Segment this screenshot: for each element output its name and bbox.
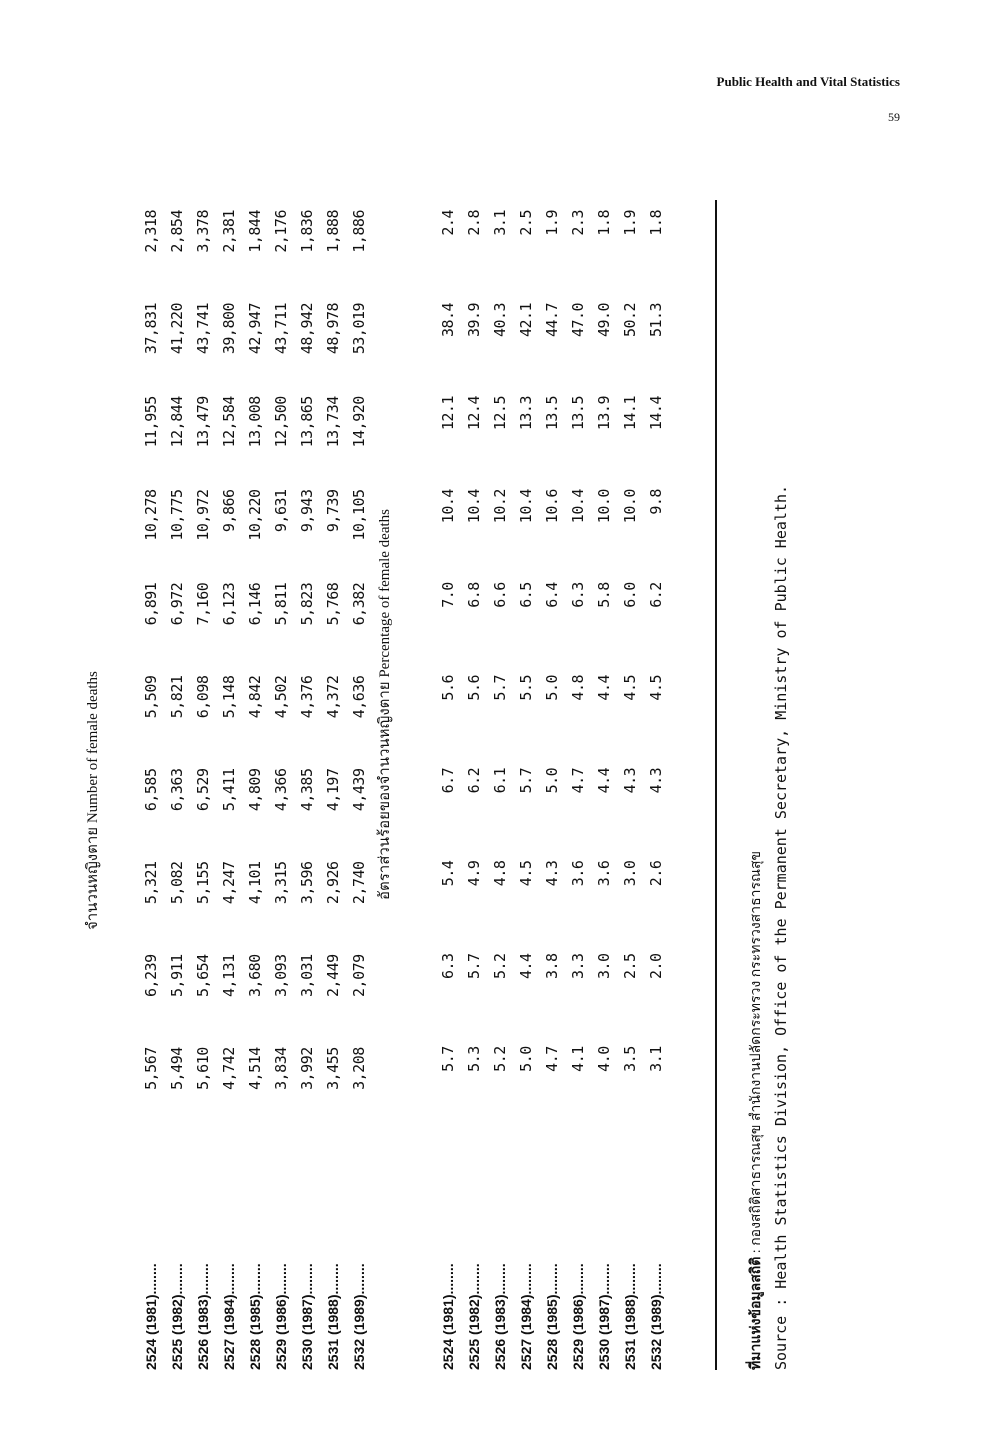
value-cell: 5.7 [465, 953, 483, 979]
value-cell: 1.9 [621, 210, 639, 236]
value-cell: 10.4 [439, 489, 457, 524]
value-cell: 4,636 [350, 675, 368, 719]
value-cell: 4.5 [517, 860, 535, 887]
value-cell: 39.9 [465, 302, 483, 338]
rotated-table-block [80, 210, 790, 1370]
value-cell: 6,585 [142, 768, 160, 812]
value-cell: 10,278 [142, 489, 160, 541]
value-cell: 4.9 [465, 860, 483, 887]
value-cell: 14,920 [350, 396, 368, 448]
value-cell: 3.1 [491, 210, 509, 236]
value-cell: 4.0 [595, 1046, 613, 1072]
value-cell: 4,101 [246, 861, 264, 905]
year-cell: 2525 (1982)........ [169, 1263, 185, 1370]
value-cell: 11,955 [142, 396, 160, 448]
value-cell: 4,742 [220, 1047, 238, 1090]
value-cell: 10,972 [194, 489, 212, 541]
value-cell: 13.9 [595, 396, 613, 431]
table-row [242, 210, 268, 1370]
value-cell: 4,514 [246, 1047, 264, 1090]
year-cell: 2532 (1989)........ [351, 1263, 367, 1370]
value-cell: 5,911 [168, 954, 186, 997]
value-cell: 39,800 [220, 302, 238, 355]
value-cell: 37,831 [142, 302, 160, 355]
value-cell: 3,834 [272, 1047, 290, 1090]
value-cell: 4.5 [647, 674, 665, 701]
value-cell: 6,098 [194, 675, 212, 719]
value-cell: 13.5 [569, 396, 587, 431]
value-cell: 3.6 [569, 860, 587, 887]
value-cell: 13.3 [517, 396, 535, 431]
value-cell: 7,160 [194, 582, 212, 626]
value-cell: 12,844 [168, 396, 186, 448]
value-cell: 6.7 [439, 767, 457, 794]
value-cell: 14.4 [647, 396, 665, 431]
value-cell: 5,823 [298, 582, 316, 626]
value-cell: 48,978 [324, 302, 342, 355]
value-cell: 3.6 [595, 860, 613, 887]
year-cell: 2528 (1985)........ [544, 1263, 560, 1370]
value-cell: 2,079 [350, 954, 368, 997]
value-cell: 5.8 [595, 582, 613, 608]
value-cell: 5,321 [142, 861, 160, 905]
year-cell: 2526 (1983)........ [492, 1263, 508, 1370]
value-cell: 6.5 [517, 582, 535, 608]
value-cell: 5.5 [517, 674, 535, 701]
value-cell: 4.8 [491, 860, 509, 887]
value-cell: 4,439 [350, 768, 368, 812]
table-row [320, 210, 346, 1370]
value-cell: 2,854 [168, 210, 186, 253]
value-cell: 7.0 [439, 582, 457, 608]
value-cell: 2.8 [465, 210, 483, 236]
value-cell: 3,992 [298, 1047, 316, 1090]
source-english: Source : Health Statistics Division, Office of the Permanent Secretary, Ministry of Public Health. [772, 484, 790, 1370]
value-cell: 49.0 [595, 302, 613, 338]
bottom-rule [715, 200, 717, 1370]
value-cell: 13,734 [324, 396, 342, 448]
value-cell: 5,768 [324, 582, 342, 626]
value-cell: 2,449 [324, 954, 342, 997]
year-cell: 2528 (1985)........ [247, 1263, 263, 1370]
value-cell: 10,775 [168, 489, 186, 541]
year-cell: 2529 (1986)........ [273, 1263, 289, 1370]
value-cell: 1,886 [350, 210, 368, 253]
value-cell: 10.4 [569, 489, 587, 524]
value-cell: 13,008 [246, 396, 264, 448]
value-cell: 10.4 [465, 489, 483, 524]
value-cell: 5,082 [168, 861, 186, 905]
value-cell: 5,155 [194, 861, 212, 905]
value-cell: 4.5 [621, 674, 639, 701]
value-cell: 5,567 [142, 1047, 160, 1090]
value-cell: 10.0 [621, 489, 639, 524]
year-cell: 2527 (1984)........ [221, 1263, 237, 1370]
value-cell: 4.3 [621, 767, 639, 794]
value-cell: 6.3 [439, 953, 457, 979]
value-cell: 2.6 [647, 860, 665, 887]
value-cell: 10.6 [543, 489, 561, 524]
value-cell: 5.0 [543, 674, 561, 701]
value-cell: 5,494 [168, 1047, 186, 1090]
value-cell: 1.8 [595, 210, 613, 236]
source-thai-label: ที่มาแห่งข้อมูลสถิติ [747, 1256, 763, 1370]
value-cell: 12,584 [220, 396, 238, 448]
value-cell: 5.2 [491, 1046, 509, 1072]
page-number: 59 [888, 110, 900, 124]
value-cell: 2,381 [220, 210, 238, 253]
value-cell: 6.8 [465, 582, 483, 608]
table-row [190, 210, 216, 1370]
value-cell: 3,208 [350, 1047, 368, 1090]
value-cell: 3,680 [246, 954, 264, 997]
value-cell: 6,239 [142, 954, 160, 997]
value-cell: 3.5 [621, 1046, 639, 1072]
value-cell: 2.5 [517, 210, 535, 236]
value-cell: 6,146 [246, 582, 264, 626]
value-cell: 4.7 [543, 1046, 561, 1072]
value-cell: 4.7 [569, 767, 587, 794]
table-row [461, 210, 487, 1370]
value-cell: 3.8 [543, 953, 561, 979]
value-cell: 10,105 [350, 489, 368, 541]
value-cell: 4.1 [569, 1046, 587, 1072]
value-cell: 4,247 [220, 861, 238, 905]
value-cell: 12.5 [491, 396, 509, 431]
value-cell: 9,739 [324, 489, 342, 533]
value-cell: 1.9 [543, 210, 561, 236]
table-row [346, 210, 372, 1370]
value-cell: 5.2 [491, 953, 509, 979]
value-cell: 5,654 [194, 954, 212, 997]
value-cell: 4,197 [324, 768, 342, 812]
value-cell: 4,385 [298, 768, 316, 812]
table-row [164, 210, 190, 1370]
value-cell: 5,509 [142, 675, 160, 719]
value-cell: 1,836 [298, 210, 316, 253]
value-cell: 4,376 [298, 675, 316, 719]
value-cell: 5,811 [272, 582, 290, 626]
year-cell: 2525 (1982)........ [466, 1263, 482, 1370]
value-cell: 3.0 [621, 860, 639, 887]
value-cell: 3,315 [272, 861, 290, 905]
value-cell: 4.3 [543, 860, 561, 887]
table-row [513, 210, 539, 1370]
value-cell: 12.1 [439, 396, 457, 431]
value-cell: 5,821 [168, 675, 186, 719]
value-cell: 6,123 [220, 582, 238, 626]
value-cell: 6,529 [194, 768, 212, 812]
value-cell: 38.4 [439, 302, 457, 338]
value-cell: 42,947 [246, 302, 264, 355]
section-title-counts: จำนวนหญิงตาย Number of female deaths [85, 671, 101, 930]
value-cell: 6,382 [350, 582, 368, 626]
value-cell: 9,631 [272, 489, 290, 533]
value-cell: 2,318 [142, 210, 160, 253]
table-row [487, 210, 513, 1370]
table-row [591, 210, 617, 1370]
year-cell: 2527 (1984)........ [518, 1263, 534, 1370]
value-cell: 10.0 [595, 489, 613, 524]
year-cell: 2532 (1989)........ [648, 1263, 664, 1370]
year-cell: 2524 (1981)........ [143, 1263, 159, 1370]
value-cell: 4.4 [595, 767, 613, 794]
value-cell: 13,479 [194, 396, 212, 448]
value-cell: 50.2 [621, 302, 639, 338]
year-cell: 2530 (1987)........ [596, 1263, 612, 1370]
value-cell: 6.2 [465, 767, 483, 794]
value-cell: 5.7 [491, 674, 509, 701]
value-cell: 6.3 [569, 582, 587, 608]
value-cell: 2.5 [621, 953, 639, 979]
value-cell: 2,176 [272, 210, 290, 253]
value-cell: 41,220 [168, 302, 186, 355]
value-cell: 5.6 [465, 674, 483, 701]
table-row [435, 210, 461, 1370]
section-title-percentages: อัตราส่วนร้อยของจำนวนหญิงตาย Percentage of female deaths [377, 508, 393, 900]
value-cell: 3.1 [647, 1046, 665, 1072]
value-cell: 5,411 [220, 768, 238, 812]
value-cell: 4,372 [324, 675, 342, 719]
year-cell: 2526 (1983)........ [195, 1263, 211, 1370]
table-row [565, 210, 591, 1370]
value-cell: 48,942 [298, 302, 316, 355]
source-thai [745, 851, 767, 1370]
year-cell: 2531 (1988)........ [622, 1263, 638, 1370]
value-cell: 3.0 [595, 953, 613, 979]
value-cell: 14.1 [621, 396, 639, 431]
value-cell: 3,031 [298, 954, 316, 997]
value-cell: 43,741 [194, 302, 212, 355]
value-cell: 2,926 [324, 861, 342, 905]
value-cell: 5.3 [465, 1046, 483, 1072]
table-row [216, 210, 242, 1370]
value-cell: 12,500 [272, 396, 290, 448]
value-cell: 53,019 [350, 302, 368, 355]
value-cell: 4.8 [569, 674, 587, 701]
value-cell: 1.8 [647, 210, 665, 236]
table-row [617, 210, 643, 1370]
value-cell: 4,502 [272, 675, 290, 719]
value-cell: 5.7 [517, 767, 535, 794]
value-cell: 4,366 [272, 768, 290, 812]
table-row [268, 210, 294, 1370]
table-row [294, 210, 320, 1370]
value-cell: 10,220 [246, 489, 264, 541]
table-row [539, 210, 565, 1370]
value-cell: 4,842 [246, 675, 264, 719]
value-cell: 3.3 [569, 953, 587, 979]
value-cell: 10.2 [491, 489, 509, 524]
value-cell: 40.3 [491, 302, 509, 338]
year-cell: 2524 (1981)........ [440, 1263, 456, 1370]
value-cell: 13,865 [298, 396, 316, 448]
value-cell: 6.0 [621, 582, 639, 608]
value-cell: 2,740 [350, 861, 368, 905]
value-cell: 44.7 [543, 302, 561, 338]
value-cell: 6,891 [142, 582, 160, 626]
year-cell: 2531 (1988)........ [325, 1263, 341, 1370]
table-row [643, 210, 669, 1370]
value-cell: 5.0 [517, 1046, 535, 1072]
value-cell: 10.4 [517, 489, 535, 524]
value-cell: 5.6 [439, 674, 457, 701]
value-cell: 5.4 [439, 860, 457, 887]
value-cell: 5.0 [543, 767, 561, 794]
running-header: Public Health and Vital Statistics [716, 74, 900, 89]
value-cell: 43,711 [272, 302, 290, 355]
value-cell: 6.2 [647, 582, 665, 608]
value-cell: 3,455 [324, 1047, 342, 1090]
counts-table [138, 210, 372, 1370]
value-cell: 13.5 [543, 396, 561, 431]
value-cell: 12.4 [465, 396, 483, 431]
table-row [138, 210, 164, 1370]
value-cell: 4.3 [647, 767, 665, 794]
value-cell: 47.0 [569, 302, 587, 338]
value-cell: 4.4 [517, 953, 535, 979]
value-cell: 6.1 [491, 767, 509, 794]
value-cell: 6,972 [168, 582, 186, 626]
value-cell: 6.6 [491, 582, 509, 608]
value-cell: 3,596 [298, 861, 316, 905]
value-cell: 5,610 [194, 1047, 212, 1090]
value-cell: 9,866 [220, 489, 238, 533]
year-cell: 2529 (1986)........ [570, 1263, 586, 1370]
value-cell: 2.3 [569, 210, 587, 236]
value-cell: 2.0 [647, 953, 665, 979]
value-cell: 6.4 [543, 582, 561, 608]
value-cell: 3,378 [194, 210, 212, 253]
value-cell: 5,148 [220, 675, 238, 719]
value-cell: 9.8 [647, 489, 665, 515]
value-cell: 51.3 [647, 302, 665, 338]
value-cell: 4,131 [220, 954, 238, 997]
source-thai-text: : กองสถิติสาธารณสุข สำนักงานปลัดกระทรวง กระทรวงสาธารณสุข [749, 850, 764, 1257]
year-cell: 2530 (1987)........ [299, 1263, 315, 1370]
value-cell: 1,888 [324, 210, 342, 253]
percentages-table [435, 210, 669, 1370]
value-cell: 4.4 [595, 674, 613, 701]
value-cell: 4,809 [246, 768, 264, 812]
value-cell: 6,363 [168, 768, 186, 812]
value-cell: 2.4 [439, 210, 457, 236]
value-cell: 1,844 [246, 210, 264, 253]
value-cell: 9,943 [298, 489, 316, 533]
value-cell: 3,093 [272, 954, 290, 997]
value-cell: 42.1 [517, 302, 535, 338]
value-cell: 5.7 [439, 1046, 457, 1072]
